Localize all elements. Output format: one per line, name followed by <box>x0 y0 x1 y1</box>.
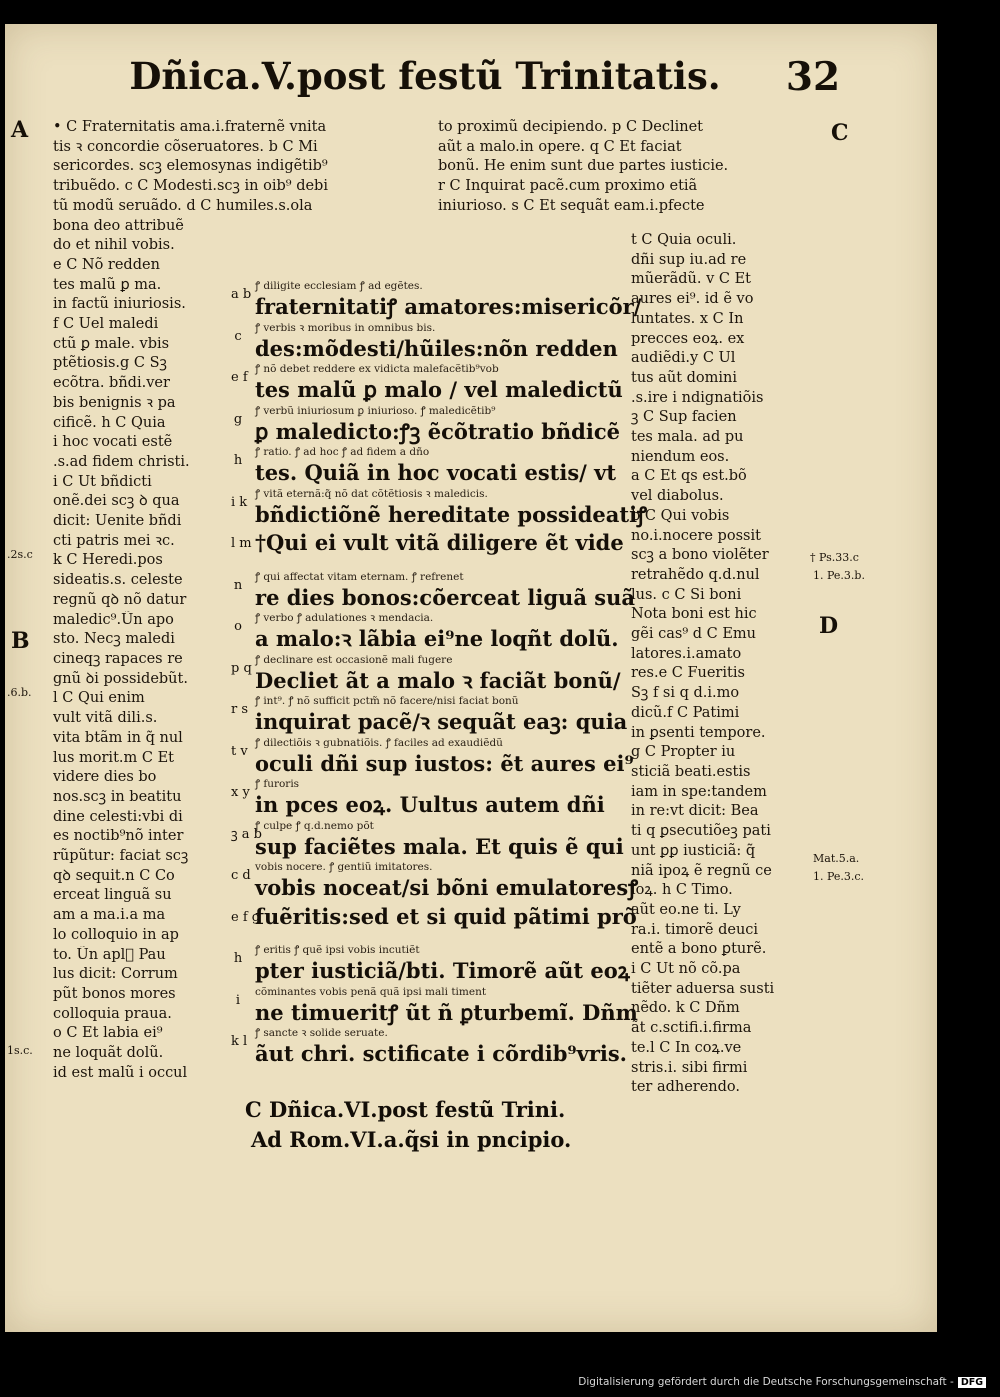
scripture-text: bñdictiõnẽ hereditate possideatiꝭ <box>255 501 648 527</box>
gloss-line: t C Quia oculi. <box>631 232 737 248</box>
scripture-line <box>231 736 634 778</box>
book-page <box>5 24 937 1332</box>
gloss-line: in factũ iniuriosis. <box>53 296 186 313</box>
gloss-line: tes mala. ad pu <box>631 429 744 446</box>
scripture-text: fuẽritis:sed et si quid pãtimi prõ <box>255 903 637 929</box>
gloss-line: vult vitã dili.s. <box>53 710 158 727</box>
gloss-line: Sꝫ f si q d.i.mo <box>631 685 740 702</box>
gloss-line: qꝺ sequit.n C Co <box>53 867 175 884</box>
interlinear-gloss: ꝭ declinare est occasionẽ mali fugere <box>255 653 453 666</box>
gloss-line: lo colloquio in ap <box>53 926 179 943</box>
gloss-reference-letters: r s <box>231 702 249 717</box>
interlinear-gloss: ꝭ sancte ꝛ solide seruate. <box>255 1027 388 1039</box>
scripture-text: inquirat pacẽ/ꝛ sequãt eaꝫ: quia <box>255 709 628 734</box>
gloss-line: loꝝ. h C Timo. <box>631 882 733 899</box>
margin-ref: 1. Pe.3.b. <box>813 569 865 582</box>
gloss-line: tribuẽdo. c C Modesti.scꝫ in oib⁹ debi <box>53 178 328 195</box>
gloss-line: g C Propter iu <box>631 744 736 761</box>
gloss-line: cificẽ. h C Quia <box>53 414 166 431</box>
gloss-line: am a ma.i.a ma <box>53 907 166 924</box>
margin-ref: † Ps.33.c <box>810 551 859 564</box>
interlinear-gloss: ꝭ furoris <box>255 778 300 790</box>
gloss-line: b C Qui vobis <box>631 507 730 524</box>
gloss-line: lus morit.m C Et <box>53 749 174 766</box>
digitization-footer <box>0 1376 986 1388</box>
scripture-line <box>231 529 624 557</box>
gloss-line: stris.i. sibi firmi <box>631 1059 748 1076</box>
gloss-line: aures ei⁹. id ẽ vo <box>631 291 754 308</box>
right-commentary-column <box>631 231 801 1098</box>
scripture-line <box>231 653 621 695</box>
footer-text: Digitalisierung gefördert durch die Deutsche Forschungsgemeinschaft - <box>578 1376 954 1388</box>
gloss-line: maledic⁹.Ũn apo <box>53 611 174 628</box>
gloss-line: niã ipoꝝ ẽ regnũ ce <box>631 862 772 879</box>
gloss-line: • C Fraternitatis ama.i.fraternẽ vnita <box>53 119 327 135</box>
gloss-line: luntates. x C In <box>631 310 744 327</box>
gloss-line: r C Inquirat pacẽ.cum proximo etiã <box>438 178 698 195</box>
gloss-reference-letters: n <box>233 577 243 593</box>
gloss-line: colloquia praua. <box>53 1005 172 1022</box>
gloss-reference-letters: i k <box>231 494 248 510</box>
gloss-line: res.e C Fueritis <box>631 665 745 682</box>
interlinear-gloss: ꝭ diligite ecclesiam ꝭ ad egẽtes. <box>255 280 423 292</box>
scripture-text: tes malũ ꝑ malo / vel maledictũ <box>255 377 623 402</box>
gloss-reference-letters: h <box>233 453 243 468</box>
gloss-line: cti patris mei ꝛc. <box>53 532 175 549</box>
gloss-line: i C Ut bñdicti <box>53 473 152 490</box>
gloss-reference-letters: c d <box>231 868 251 883</box>
gloss-line: ti q ꝑsecutiõeꝫ pati <box>631 823 771 840</box>
scripture-line <box>233 570 635 612</box>
gloss-reference-letters: h <box>233 951 243 966</box>
gloss-line: ra.i. timorẽ deuci <box>631 921 759 938</box>
gloss-line: erceat linguã su <box>53 887 172 904</box>
gloss-line: l C Qui enim <box>53 690 145 707</box>
interlinear-gloss: ꝭ verbo ꝭ adulationes ꝛ mendacia. <box>255 612 434 624</box>
scripture-line <box>233 944 630 985</box>
gloss-line: latores.i.amato <box>631 645 742 662</box>
gloss-line: sideatis.s. celeste <box>53 572 183 589</box>
gloss-line: gnũ ꝺi possidebũt. <box>53 670 188 687</box>
scripture-text: ne timueritꝭ ũt ñ ꝑturbemĩ. Dñm <box>255 999 638 1025</box>
gloss-line: ctũ ꝑ male. vbis <box>53 335 170 352</box>
gloss-line: bona deo attribuẽ <box>53 217 184 234</box>
margin-ref: 1. Pe.3.c. <box>813 870 865 883</box>
gloss-line: to. Ũn aplᷤ Pau <box>53 946 166 963</box>
interlinear-gloss: vobis nocere. ꝭ gentiũ imitatores. <box>255 861 433 873</box>
gloss-line: k C Heredi.pos <box>53 552 163 569</box>
next-lesson-subheading: Ad Rom.VI.a.q̃si in pncipio. <box>251 1127 572 1152</box>
gloss-reference-letters: e f g <box>231 909 261 925</box>
gloss-line: sto. Necꝫ maledi <box>53 631 175 648</box>
gloss-line: ꝫ C Sup facien <box>631 409 737 426</box>
gloss-line: es noctib⁹nõ inter <box>53 828 184 845</box>
gloss-line: no.i.nocere possit <box>631 527 761 544</box>
gloss-line: f C Uel maledi <box>53 316 159 333</box>
gloss-line: .s.ad fidem christi. <box>53 453 190 470</box>
scripture-text: pter iusticiã/bti. Timorẽ aũt eoꝝ <box>255 958 630 983</box>
scripture-text: a malo:ꝛ lãbia ei⁹ne loqñt dolũ. <box>255 626 619 651</box>
margin-ref: 1s.c. <box>7 1044 33 1057</box>
gloss-line: dñi sup iu.ad re <box>631 251 747 268</box>
scripture-line <box>234 612 619 653</box>
margin-ref: .6.b. <box>7 686 32 699</box>
margin-letter-d: D <box>819 613 839 639</box>
gloss-reference-letters: k l <box>231 1034 248 1049</box>
scripture-line <box>231 819 624 861</box>
gloss-reference-letters: e f <box>231 370 248 385</box>
gloss-line: bis benignis ꝛ pa <box>53 394 176 411</box>
interlinear-gloss: ꝭ nõ debet reddere ex vidicta malefacẽtib⁹vob <box>255 363 499 375</box>
gloss-line: a C Et qs est.bõ <box>631 468 747 485</box>
margin-letter-c: C <box>831 120 849 146</box>
gloss-reference-letters: l m <box>231 536 252 551</box>
gloss-line: ter adherendo. <box>631 1079 741 1096</box>
scripture-line <box>231 280 642 321</box>
gloss-line: in ꝑsenti tempore. <box>631 724 766 741</box>
gloss-line: nẽdo. k C Dñm <box>631 1000 740 1017</box>
gloss-line: bonũ. He enim sunt due partes iusticie. <box>438 158 729 175</box>
gloss-line: o C Et labia ei⁹ <box>53 1025 163 1042</box>
gloss-line: vel diabolus. <box>631 488 724 505</box>
gloss-reference-letters: x y <box>231 785 250 800</box>
scripture-text: vobis noceat/si bõni emulatoresꝭ <box>255 875 639 900</box>
gloss-line: precces eoꝝ. ex <box>631 330 745 347</box>
scripture-text: tes. Quiã in hoc vocati estis/ vt <box>255 460 617 485</box>
gloss-line: in re:vt dicit: Bea <box>631 803 759 820</box>
gloss-line: cineqꝫ rapaces re <box>53 650 183 667</box>
gloss-reference-letters: o <box>234 619 242 634</box>
gloss-line: tũ modũ seruãdo. d C humiles.s.ola <box>53 197 313 214</box>
gloss-line: retrahẽdo q.d.nul <box>631 566 760 583</box>
gloss-reference-letters: c <box>234 328 242 344</box>
gloss-line: ãt c.sctifi.i.firma <box>631 1020 752 1037</box>
gloss-line: sericordes. scꝫ elemosynas indigẽtib⁹ <box>53 158 328 175</box>
gloss-line: id est malũ i occul <box>53 1064 188 1081</box>
dfg-logo: DFG <box>958 1377 986 1388</box>
scripture-text: Decliet ãt a malo ꝛ faciãt bonũ/ <box>255 667 621 693</box>
scripture-text: ꝑ maledicto:ꝭꝫ ẽcõtratio bñdicẽ <box>255 418 620 444</box>
gloss-line: dine celesti:vbi di <box>53 808 183 825</box>
gloss-line: ne loquãt dolũ. <box>53 1045 164 1062</box>
gloss-line: dicit: Uenite bñdi <box>53 513 182 530</box>
gloss-line: niendum eos. <box>631 448 730 465</box>
scripture-line <box>231 903 637 931</box>
gloss-line: rũpũtur: faciat scꝫ <box>53 848 189 865</box>
gloss-reference-letters: ꝫ a b <box>231 826 262 842</box>
gloss-line: tiẽter aduersa susti <box>631 980 775 997</box>
gloss-line: pũt bonos mores <box>53 985 176 1002</box>
margin-ref: .2s.c <box>7 548 33 561</box>
scripture-text: sup faciẽtes mala. Et quis ẽ qui <box>255 833 624 859</box>
gloss-reference-letters: t v <box>231 743 248 759</box>
gloss-line: iniurioso. s C Et sequãt eam.i.pfecte <box>438 197 705 214</box>
scripture-line <box>231 363 623 404</box>
gloss-line: aũt eo.ne ti. Ly <box>631 901 741 918</box>
gloss-line: scꝫ a bono violẽter <box>631 547 769 564</box>
scripture-text: fraternitatiꝭ amatores:misericõr/ <box>255 294 642 319</box>
scripture-line <box>231 487 648 529</box>
margin-letter-b: B <box>11 628 30 654</box>
scripture-line <box>231 778 605 819</box>
right-commentary-top <box>438 118 823 217</box>
gloss-reference-letters: g <box>233 411 243 427</box>
interlinear-gloss: ꝭ culpe ꝭ q.d.nemo põt <box>255 819 374 832</box>
gloss-line: tis ꝛ concordie cõseruatores. b C Mi <box>53 138 318 155</box>
interlinear-gloss: ꝭ verbũ iniuriosum ꝑ iniurioso. ꝭ maledicẽtib⁹ <box>255 404 496 417</box>
gloss-line: to proximũ decipiendo. p C Declinet <box>438 119 704 135</box>
scripture-text: oculi dñi sup iustos: ẽt aures ei⁹ <box>255 750 634 776</box>
gloss-line: ptẽtiosis.g C Sꝫ <box>53 355 167 372</box>
gloss-line: tes malũ ꝑ ma. <box>53 276 162 293</box>
scripture-text: re dies bonos:cõerceat liguã suã <box>255 584 635 610</box>
gloss-line: videre dies bo <box>53 769 157 786</box>
gloss-line: e C Nõ redden <box>53 256 160 273</box>
gloss-line: lus dicit: Corrum <box>53 966 178 983</box>
gloss-reference-letters: i <box>235 992 241 1008</box>
interlinear-gloss: ꝭ dilectiõis ꝛ gubnatiõis. ꝭ faciles ad exaudiẽdũ <box>255 736 503 749</box>
gloss-line: vita btãm in q̃ nul <box>53 729 183 746</box>
scripture-text: †Qui ei vult vitã diligere ẽt vide <box>255 530 624 555</box>
gloss-line: do et nihil vobis. <box>53 237 175 254</box>
folio-number: 32 <box>785 54 841 100</box>
gloss-line: aũt a malo.in opere. q C Et faciat <box>438 138 682 155</box>
interlinear-gloss: ꝭ ratio. ꝭ ad hoc ꝭ ad fidem a dño <box>255 446 430 458</box>
gloss-line: unt ꝑꝑ iusticiã: q̃ <box>631 842 756 859</box>
margin-letter-a: A <box>11 117 29 143</box>
gloss-reference-letters: a b <box>231 287 252 302</box>
gloss-line: Nota boni est hic <box>631 606 757 623</box>
scripture-line <box>233 404 620 446</box>
gloss-line: lus. c C Si boni <box>631 586 742 603</box>
scripture-line <box>231 861 639 902</box>
gloss-line: onẽ.dei scꝫ ꝺ qua <box>53 493 180 510</box>
running-head-title: Dñica.V.post festũ Trinitatis. <box>129 54 721 98</box>
gloss-line: i C Ut nõ cõ.pa <box>631 961 741 978</box>
scripture-line <box>231 695 628 736</box>
interlinear-gloss: cõminantes vobis penã quã ipsi mali timent <box>255 985 487 998</box>
scripture-line <box>234 321 618 363</box>
gloss-line: tus aũt domini <box>631 369 738 386</box>
gloss-line: ecõtra. bñdi.ver <box>53 375 170 392</box>
next-lesson-heading: C Dñica.VI.post festũ Trini. <box>245 1097 566 1122</box>
scripture-text: in pces eoꝝ. Uultus autem dñi <box>255 792 605 817</box>
scripture-line <box>235 985 638 1027</box>
interlinear-gloss: ꝭ eritis ꝭ quẽ ipsi vobis incutiẽt <box>255 944 420 956</box>
gloss-line: i hoc vocati estẽ <box>53 434 173 451</box>
gloss-line: dicũ.f C Patimi <box>631 704 740 721</box>
scripture-line <box>231 1027 627 1068</box>
scripture-line <box>233 446 617 487</box>
gloss-line: entẽ a bono ꝑturẽ. <box>631 941 767 958</box>
gloss-line: audiẽdi.y C Ul <box>631 350 736 367</box>
gloss-line: regnũ qꝺ nõ datur <box>53 591 187 608</box>
interlinear-gloss: ꝭ vitã eternã:q̃ nõ dat cõtẽtiosis ꝛ maledicis. <box>255 487 488 500</box>
gloss-line: iam in spe:tandem <box>631 783 767 800</box>
interlinear-gloss: ꝭ verbis ꝛ moribus in omnibus bis. <box>255 321 436 334</box>
gloss-reference-letters: p q <box>231 660 252 676</box>
margin-ref: Mat.5.a. <box>813 852 860 865</box>
interlinear-gloss: ꝭ int⁹. ꝭ nõ sufficit pctm̃ nõ facere/nisi faciat bonũ <box>255 695 519 707</box>
gloss-line: te.l C In coꝝ.ve <box>631 1039 742 1056</box>
scripture-text: ãut chri. sctificate i cõrdib⁹vris. <box>255 1041 627 1066</box>
interlinear-gloss: ꝭ qui affectat vitam eternam. ꝭ refrenet <box>255 570 464 583</box>
gloss-line: gẽi cas⁹ d C Emu <box>631 626 757 643</box>
scripture-text: des:mõdesti/hũiles:nõn redden <box>255 335 618 361</box>
gloss-line: .s.ire i ndignatiõis <box>631 389 764 406</box>
gloss-line: sticiã beati.estis <box>631 763 751 780</box>
gloss-line: nos.scꝫ in beatitu <box>53 788 182 805</box>
gloss-line: mũerãdũ. v C Et <box>631 271 752 288</box>
